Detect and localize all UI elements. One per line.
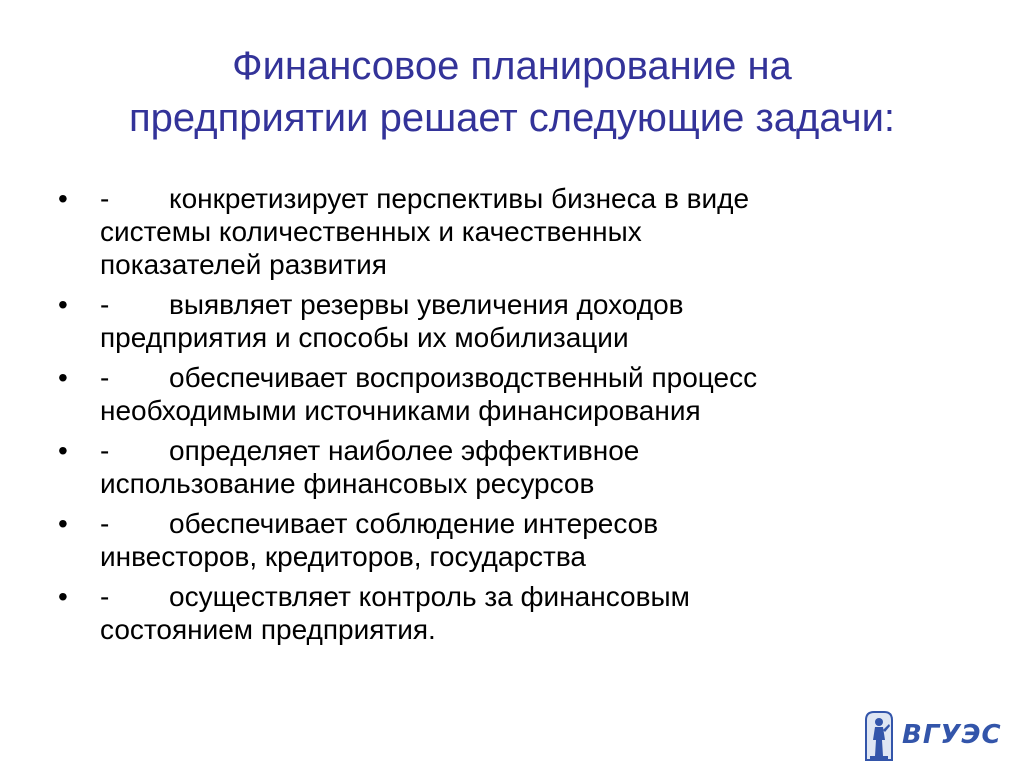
list-item-text-line-2: состоянием предприятия. <box>100 614 436 645</box>
logo-text: ВГУЭС <box>902 720 1002 750</box>
dash-marker: - <box>100 508 110 539</box>
dash-marker: - <box>100 435 110 466</box>
list-item <box>58 434 958 500</box>
bullet-marker: • <box>58 183 68 214</box>
list-item-text-line-3: показателей развития <box>100 249 387 280</box>
list-item-text-line-1: конкретизирует перспективы бизнеса в виде <box>169 183 750 214</box>
list-item <box>58 507 958 573</box>
dash-marker: - <box>100 289 110 320</box>
dash-marker: - <box>100 183 110 214</box>
list-item-text-line-1: осуществляет контроль за финансовым <box>169 581 690 612</box>
slide-title-line-1: Финансовое планирование на <box>232 44 792 88</box>
list-item <box>58 288 958 354</box>
dash-marker: - <box>100 581 110 612</box>
bullet-marker: • <box>58 435 68 466</box>
list-item-text-line-2: необходимыми источниками финансирования <box>100 395 701 426</box>
bullet-marker: • <box>58 581 68 612</box>
list-item-text-line-1: выявляет резервы увеличения доходов <box>169 289 684 320</box>
bullet-marker: • <box>58 362 68 393</box>
dash-marker: - <box>100 362 110 393</box>
list-item <box>58 182 958 281</box>
list-item-text-line-2: использование финансовых ресурсов <box>100 468 595 499</box>
list-item <box>58 361 958 427</box>
list-item <box>58 580 958 646</box>
statue-emblem-icon <box>862 710 896 762</box>
bullet-marker: • <box>58 508 68 539</box>
bullet-list <box>58 182 958 653</box>
vguies-logo <box>862 710 1002 762</box>
slide-title-line-2: предприятии решает следующие задачи: <box>128 96 896 140</box>
slide-title <box>40 40 984 144</box>
list-item-text-line-1: определяет наиболее эффективное <box>169 435 640 466</box>
list-item-text-line-2: инвесторов, кредиторов, государства <box>100 541 586 572</box>
list-item-text-line-2: предприятия и способы их мобилизации <box>100 322 629 353</box>
list-item-text-line-1: обеспечивает соблюдение интересов <box>169 508 659 539</box>
list-item-text-line-2: системы количественных и качественных <box>100 216 642 247</box>
bullet-marker: • <box>58 289 68 320</box>
list-item-text-line-1: обеспечивает воспроизводственный процесс <box>169 362 758 393</box>
